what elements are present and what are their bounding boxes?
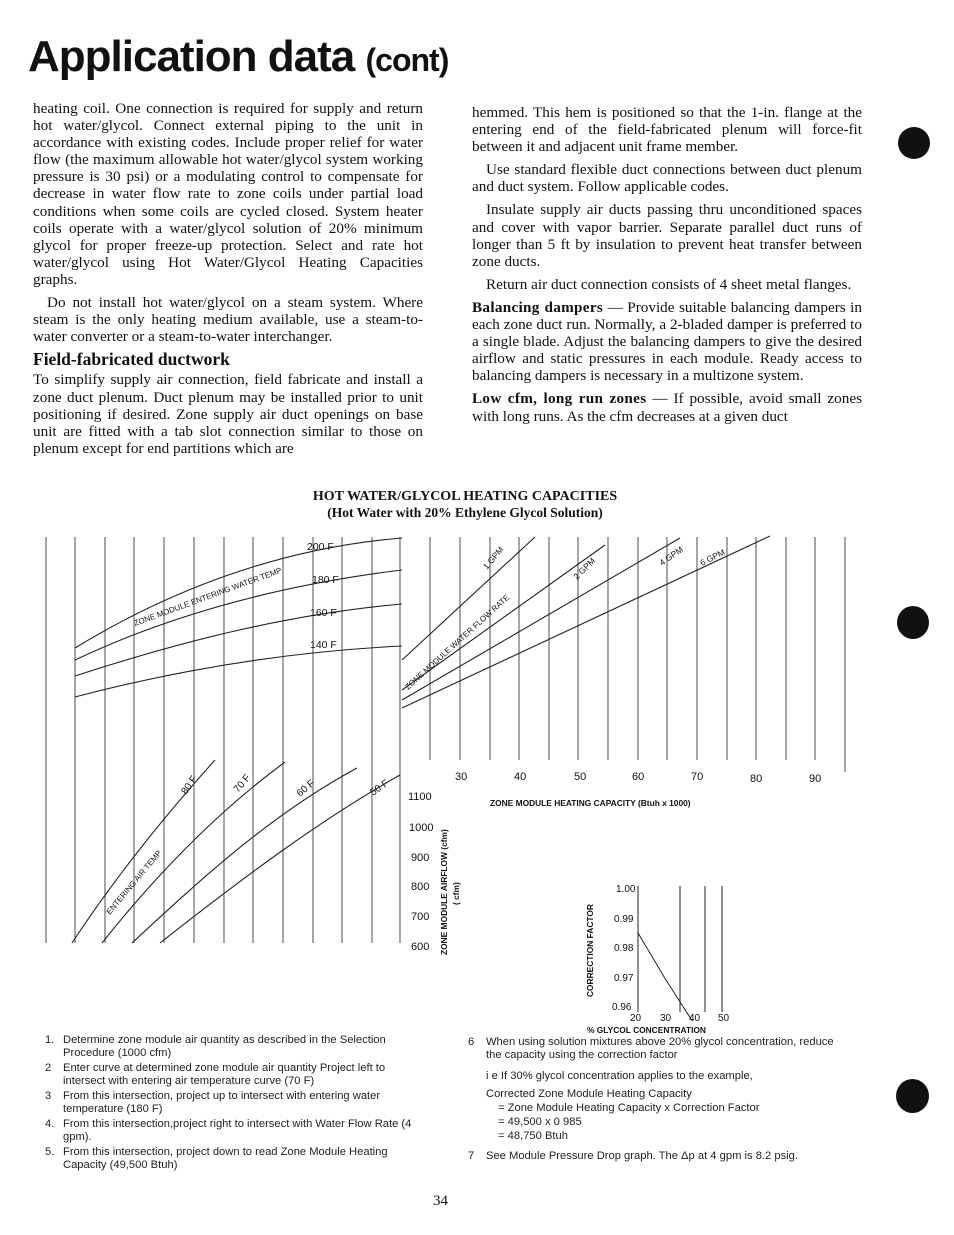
cf-tick: 0.99 [614, 914, 634, 925]
cf-x-tick: 30 [660, 1013, 672, 1024]
note-number: 2 [45, 1062, 52, 1074]
y-axis-label: ZONE MODULE AIRFLOW (cfm) [439, 829, 449, 955]
low-cfm-text: If possible, avoid small zones with long runs. As the cfm decreases at a given duct [472, 390, 863, 425]
x-tick: 50 [574, 771, 587, 783]
cf-x-tick: 20 [630, 1013, 642, 1024]
label-60f: 60 F [294, 778, 318, 800]
right-paragraph-1: hemmed. This hem is positioned so that the 1-in. flange at the entering end of the field-fabricated plenum will force-fit between it and adjacent unit frame member. [472, 104, 862, 156]
chart-labels [105, 541, 822, 1035]
curve-200f [75, 538, 402, 648]
curve-160f [75, 604, 402, 676]
label-200f: 200 F [307, 541, 334, 553]
balancing-dampers-text: Provide suitable balancing dampers in each zone duct run. Normally, a 2-bladed damper is preferred to a single blade. Adjust the balancing dampers to give the desired airflow and static pressures in each module. Ready access to balancing dampers is necessary in a multizone system. [472, 298, 862, 385]
left-paragraph-2: Do not install hot water/glycol on a steam system. Where steam is the only heating medium available, use a steam-to-water converter or a steam-to-water interchanger. [33, 294, 423, 346]
title-suffix: (cont) [365, 42, 449, 78]
label-50f: 50 F [368, 777, 392, 799]
balancing-dampers-heading: Balancing dampers [472, 298, 604, 316]
cf-y-axis-label: CORRECTION FACTOR [585, 904, 595, 997]
notes-left [45, 1034, 420, 1174]
calc-line-2: = Zone Module Heating Capacity x Correction Factor [498, 1102, 760, 1114]
cf-tick: 0.97 [614, 973, 634, 984]
y-tick: 800 [411, 881, 430, 893]
note-text: When using solution mixtures above 20% glycol concentration, reduce the capacity using the correction factor [486, 1036, 834, 1061]
note-text: Determine zone module air quantity as described in the Selection Procedure (1000 cfm) [63, 1034, 386, 1059]
label-water-flow-rate: ZONE MODULE WATER FLOW RATE [403, 593, 512, 692]
calc-line-4: = 48,750 Btuh [498, 1130, 568, 1142]
label-entering-air-temp: ENTERING AIR TEMP [104, 848, 164, 917]
water-temp-curves [75, 538, 402, 697]
dash-1: — [603, 298, 628, 316]
note-text: From this intersection,project right to intersect with Water Flow Rate (4 gpm). [63, 1118, 412, 1143]
low-cfm-heading: Low cfm, long run zones [472, 390, 647, 408]
y-axis-unit: ( cfm) [451, 882, 461, 905]
note-number: 5. [45, 1146, 55, 1158]
left-paragraph-1: heating coil. One connection is required for supply and return hot water/glycol. Connect external piping to the unit in accordance with existing codes. Include proper relief for water flow (the maximum allowable hot water/glycol system working pressure is 30 psi) or a modulating control to compensate for decrease in water flow rate to zone coils under partial load conditions when some coils are cycled closed. System heater coils operate with a water/glycol solution of 20% minimum glycol for proper freeze-up protection. Select and rate hot water/glycol using Hot Water/Glycol Heating Capacities graphs. [33, 100, 423, 288]
correction-factor-line [638, 889, 692, 1021]
label-4gpm: 4 GPM [657, 544, 685, 568]
left-paragraph-3: To simplify supply air connection, field fabricate and install a zone duct plenum. Duct plenum may be installed prior to unit positioning if desired. Zone supply air duct openings on base unit are fitted with a tab slot connection similar to those on plenum except for end partitions which are [33, 371, 423, 457]
label-2gpm: 2 GPM [571, 555, 598, 582]
line-1gpm [402, 537, 535, 660]
label-1gpm: 1 GPM [480, 544, 506, 572]
note-number: 4. [45, 1118, 55, 1130]
x-tick: 40 [514, 771, 527, 783]
cf-x-tick: 40 [689, 1013, 701, 1024]
cf-tick: 1.00 [616, 884, 636, 895]
cf-x-tick: 50 [718, 1013, 730, 1024]
label-6gpm: 6 GPM [698, 546, 727, 568]
label-160f: 160 F [310, 607, 337, 619]
correction-factor-chart [638, 886, 722, 1021]
y-tick: 600 [411, 941, 430, 953]
y-tick: 1000 [409, 822, 434, 834]
note-text: Enter curve at determined zone module air quantity Project left to intersect with entering air temperature curve (70 F) [63, 1062, 386, 1087]
cf-tick: 0.98 [614, 943, 634, 954]
note-text: See Module Pressure Drop graph. The Δp at 4 gpm is 8.2 psig. [486, 1150, 798, 1162]
note-text: From this intersection, project up to intersect with entering water temperature (180 F) [63, 1090, 381, 1115]
x-tick: 90 [809, 773, 822, 785]
calc-line-1: Corrected Zone Module Heating Capacity [486, 1088, 692, 1100]
note-number: 1. [45, 1034, 55, 1046]
note-number: 3 [45, 1090, 52, 1102]
right-paragraph-4: Return air duct connection consists of 4 sheet metal flanges. [486, 275, 852, 293]
x-tick: 70 [691, 771, 704, 783]
y-tick: 1100 [408, 791, 432, 803]
page-number: 34 [433, 1193, 448, 1209]
curve-140f [75, 646, 402, 697]
x-tick: 80 [750, 773, 763, 785]
calc-line-3: = 49,500 x 0 985 [498, 1116, 582, 1128]
chart-subtitle: (Hot Water with 20% Ethylene Glycol Solution) [327, 505, 603, 520]
section-heading-ductwork: Field-fabricated ductwork [33, 349, 230, 370]
label-180f: 180 F [312, 574, 339, 586]
dash-2: — [646, 390, 674, 408]
label-140f: 140 F [310, 639, 337, 651]
x-tick: 60 [632, 771, 645, 783]
label-80f: 80 F [179, 774, 200, 797]
note-number: 7 [468, 1150, 475, 1162]
right-paragraph-2: Use standard flexible duct connections between duct plenum and duct system. Follow applicable codes. [472, 161, 862, 196]
y-tick: 700 [411, 911, 430, 923]
notes-right [468, 1036, 848, 1171]
y-tick: 900 [411, 852, 430, 864]
note-number: 6 [468, 1036, 475, 1048]
chart-title-main: HOT WATER/GLYCOL HEATING CAPACITIES [312, 489, 618, 504]
label-70f: 70 F [231, 772, 254, 795]
cf-x-axis-label: % GLYCOL CONCENTRATION [587, 1025, 706, 1035]
label-entering-water-temp: ZONE MODULE ENTERING WATER TEMP [132, 565, 283, 628]
note-example: i e If 30% glycol concentration applies to the example, [486, 1070, 753, 1082]
cf-tick: 0.96 [612, 1002, 632, 1013]
right-paragraph-3: Insulate supply air ducts passing thru unconditioned spaces and cover with vapor barrier. Separate parallel duct runs of longer than 5 ft by insulation to prevent heat transfer between zone ducts. [472, 201, 862, 270]
note-text: From this intersection, project down to read Zone Module Heating Capacity (49,500 Btuh) [63, 1146, 388, 1171]
title-main: Application data [28, 32, 355, 81]
x-tick: 30 [455, 771, 468, 783]
x-axis-label: ZONE MODULE HEATING CAPACITY (Btuh x 1000) [490, 798, 691, 808]
curve-50f [160, 772, 400, 943]
